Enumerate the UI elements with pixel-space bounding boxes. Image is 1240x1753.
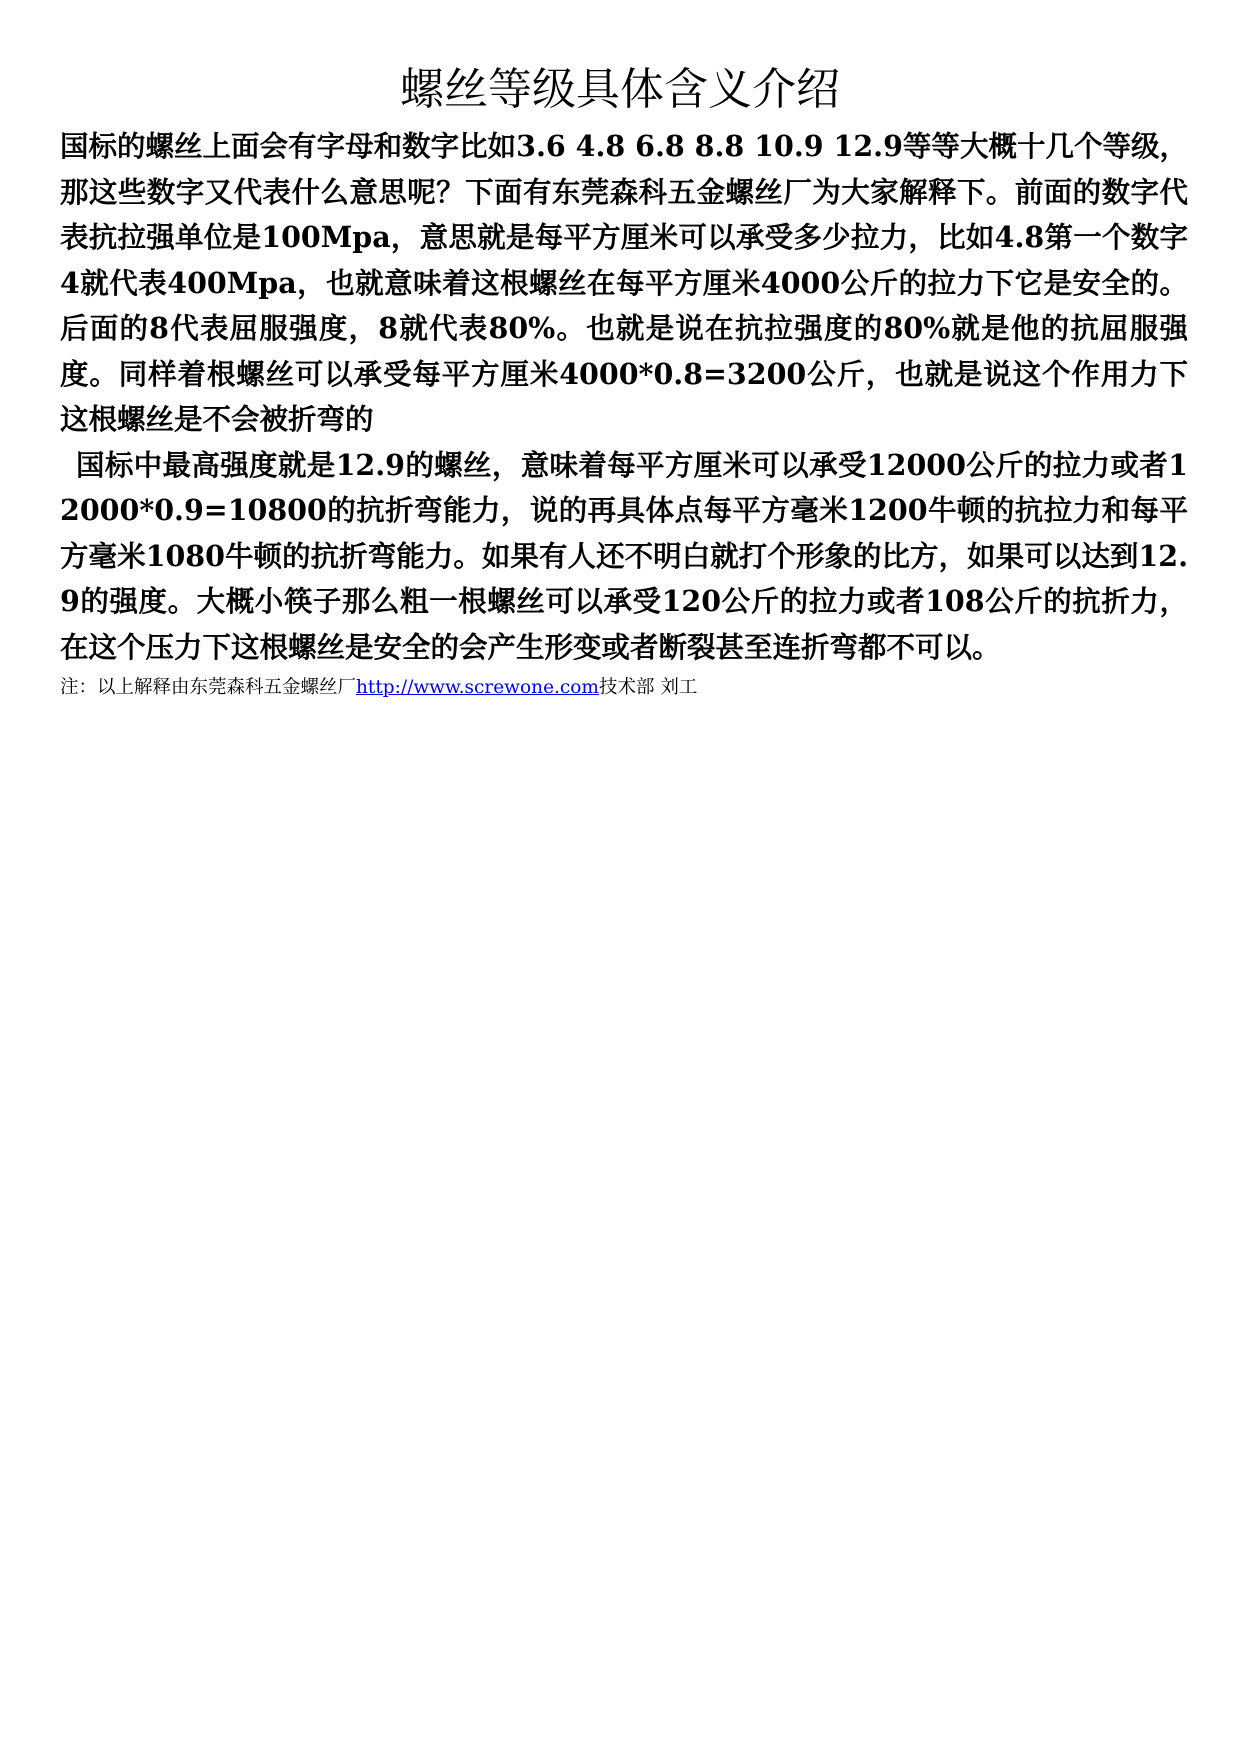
footnote-suffix: 技术部 刘工 <box>598 677 698 698</box>
footnote <box>60 674 1188 702</box>
paragraph-grade-meaning: 国标的螺丝上面会有字母和数字比如3.6 4.8 6.8 8.8 10.9 12.9等等大概十几个等级，那这些数字又代表什么意思呢？下面有东莞森科五金螺丝厂为大家解释下。前面的数字代表抗拉强单位是100Mpa，意思就是每平方厘米可以承受多少拉力，比如4.8第一个数字4就代表400Mpa，也就意味着这根螺丝在每平方厘米4000公斤的拉力下它是安全的。后面的8代表屈服强度，8就代表80%。也就是说在抗拉强度的80%就是他的抗屈服强度。同样着根螺丝可以承受每平方厘米4000*0.8=3200公斤，也就是说这个作用力下这根螺丝是不会被折弯的 <box>60 129 1188 436</box>
company-website-link[interactable]: http://www.screwone.com <box>356 677 599 698</box>
footnote-prefix: 注：以上解释由东莞森科五金螺丝厂 <box>60 677 357 698</box>
document-title: 螺丝等级具体含义介绍 <box>400 64 840 115</box>
document-body <box>60 124 1188 702</box>
paragraph-highest-grade: 国标中最高强度就是12.9的螺丝，意味着每平方厘米可以承受12000公斤的拉力或者12000*0.9=10800的抗折弯能力，说的再具体点每平方毫米1200牛顿的抗拉力和每平方毫米1080牛顿的抗折弯能力。如果有人还不明白就打个形象的比方，如果可以达到12.9的强度。大概小筷子那么粗一根螺丝可以承受120公斤的拉力或者108公斤的抗折力，在这个压力下这根螺丝是安全的会产生形变或者断裂甚至连折弯都不可以。 <box>60 447 1188 664</box>
